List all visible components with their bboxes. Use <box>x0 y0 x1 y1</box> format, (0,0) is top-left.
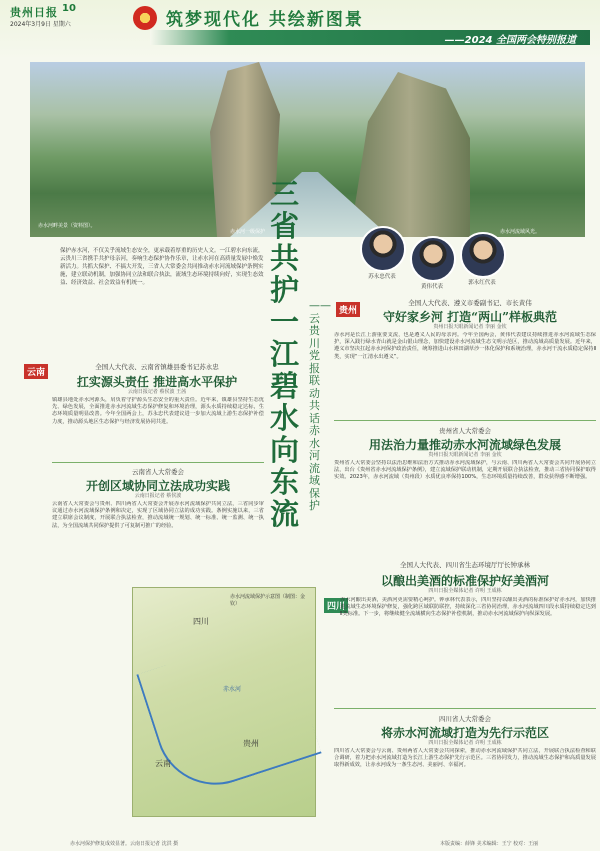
portrait-huang <box>410 236 456 282</box>
region-tag-yunnan: 云南 <box>24 364 48 379</box>
page-slogan: 筑梦现代化 共绘新图景 <box>166 10 364 30</box>
yunnan-sub-body: 云南省人大常委会与贵州、四川两省人大常委会开展赤水河流域保护共同立法，三省同步审议通过赤水河流域保护条例和决定，实现了区域协同立法的成功实践。条例实施以来，三省建立联席会议制度，开展联合执法检查，推动流域统一规划、统一标准、统一监测、统一执法，为全国流域共同保护提供了可复制可推广的经验。 <box>52 501 264 529</box>
newspaper-logo: 贵州日报 <box>10 6 58 19</box>
portrait-name: 黄伟代表 <box>420 284 443 290</box>
divider <box>334 708 596 709</box>
region-tag-guizhou: 贵州 <box>336 302 360 317</box>
sichuan-kicker: 全国人大代表、四川省生态环境厅厅长钟承林 <box>400 561 530 569</box>
guizhou-byline: 贵州日报天眼新闻记者 李丽 金钦 <box>433 324 507 330</box>
portrait-guo <box>460 232 506 278</box>
headline-subtitle: ——云贵川党报联动共话赤水河流域保护 <box>309 299 331 512</box>
yunnan-sub-headline: 开创区域协同立法成功实践 <box>85 479 230 493</box>
divider <box>52 462 264 463</box>
guizhou-kicker: 全国人大代表、遵义市委副书记、市长黄伟 <box>408 299 532 307</box>
intro-paragraph: 保护赤水河，不仅关乎流域生态安全，更承载着厚重的历史人文。一江碧水向东流，云贵川三省携手共护母亲河，奏响生态保护协作乐章，让赤水河在高质量发展中焕发新活力。共抓大保护、不搞大开发，三省人大常委会共同推动赤水河流域保护条例实施，建立联动机制，加强协同立法和联合执法，流域生态环境持续向好，实现生态效益、经济效益、社会效益有机统一。 <box>60 248 264 286</box>
cliff-shape <box>350 72 470 237</box>
guizhou-sub-byline: 贵州日报天眼新闻记者 李丽 金钦 <box>428 452 502 458</box>
yunnan-sub-title: 云南省人大常委会 <box>132 468 184 476</box>
photo-caption-mid: 赤水河一级保护 <box>230 229 266 235</box>
yunnan-sub-byline: 云南日报记者 蔡侯波 <box>134 493 182 499</box>
map-label: 赤水河 <box>223 686 242 693</box>
sichuan-sub-byline: 四川日报全媒体记者 许明 王成栋 <box>428 740 502 746</box>
sichuan-sub-headline: 将赤水河流域打造为先行示范区 <box>380 726 549 740</box>
guizhou-sub-body: 贵州省人大常委会坚持以法治思维和法治方式推动赤水河流域保护，与云南、四川两省人大常委会共同开展协同立法，出台《贵州省赤水河流域保护条例》，建立流域保护联动机制，定期开展联合执法检查，推动三省协同保护取得实效。2023年，赤水河流域（贵州段）水质优良率保持100%，生态环境质量持续改善，群众获得感不断增强。 <box>334 460 596 481</box>
map-label: 云南 <box>155 759 171 768</box>
region-tag-sichuan: 四川 <box>324 598 348 613</box>
sichuan-body: 赤水河酿出美酒，美酒河更需要精心呵护。钟承林代表表示，四川坚持以酿出美酒的标准保护好赤水河，加快推进流域生态环境保护修复，强化跨区域联防联控，持续深化三省协同治理，赤水河流域四川段水质持续稳定达到Ⅱ类标准。下一步，将继续健全流域横向生态保护补偿机制，推动赤水河流域保护向纵深发展。 <box>340 597 596 618</box>
yunnan-body: 镇雄县地处赤水河源头，肩负着守护源头生态安全的重大责任。近年来，镇雄县坚持生态优先、绿色发展，全面推进赤水河流域生态保护修复和环境治理，源头水质持续稳定达标，生态环境质量明显改善。今年全国两会上，苏永忠代表建议进一步加大流域上游生态保护补偿力度，推动源头地区生态保护与经济发展协同共进。 <box>52 397 264 425</box>
headline: 三省共护一江碧水向东流 <box>270 177 300 531</box>
dateline: 2024年3月9日 星期六 <box>10 21 71 28</box>
footer-caption: 赤水河保护修复成效显著。云南日报记者 沈洪 摄 <box>70 841 179 847</box>
page-number: 10 <box>62 3 76 14</box>
river-basin-map <box>132 587 316 817</box>
special-report-banner <box>150 30 590 45</box>
page-footer <box>0 838 600 851</box>
map-river-line <box>136 628 321 801</box>
guizhou-body: 赤水河是长江上游重要支流，也是遵义人民的母亲河。今年全国两会，黄伟代表建议持续推进赤水河流域生态保护，深入践行绿水青山就是金山银山理念，加快建设赤水河流域生态文明示范区，推动流域高质量发展。近年来，遵义市坚决扛起赤水河保护政治责任，统筹推进山水林田湖草沙一体化保护和系统治理，赤水河干流水质稳定保持Ⅱ类，实现“一江清水出遵义”。 <box>334 332 596 360</box>
guizhou-sub-title: 贵州省人大常委会 <box>439 427 491 435</box>
map-label: 贵州 <box>243 739 259 748</box>
photo-caption-right: 赤水河流域风光。 <box>500 229 541 235</box>
photo-caption-left: 赤水河畔美景（资料图）。 <box>38 223 96 229</box>
guizhou-sub-headline: 用法治力量推动赤水河流域绿色发展 <box>368 438 561 452</box>
sichuan-sub-title: 四川省人大常委会 <box>439 715 491 723</box>
yunnan-title: 扛实源头责任 推进高水平保护 <box>76 375 238 389</box>
map-label: 四川 <box>193 617 209 626</box>
landscape-photo <box>30 62 585 237</box>
sichuan-sub-body: 四川省人大常委会与云南、贵州两省人大常委会共同探索，推动赤水河流域保护共同立法，开展联合执法检查和联合调研，着力把赤水河流域打造为长江上游生态保护先行示范区。三省协同发力，推动流域生态保护和高质量发展取得新成效，让赤水河成为一条生态河、美丽河、幸福河。 <box>334 748 596 769</box>
footer-editors: 本版责编：薛锋 美术编辑：王宁 校对：王丽 <box>440 841 539 847</box>
emblem-icon <box>133 6 157 30</box>
banner-text: ——2024 全国两会特别报道 <box>444 35 576 46</box>
guizhou-title: 守好家乡河 打造“两山”样板典范 <box>383 310 557 324</box>
divider <box>334 420 596 421</box>
portrait-name: 郭永红代表 <box>468 280 496 286</box>
sichuan-title: 以酿出美酒的标准保护好美酒河 <box>380 574 549 588</box>
sichuan-byline: 四川日报全媒体记者 许明 王成栋 <box>428 588 502 594</box>
portrait-su <box>360 226 406 272</box>
portrait-name: 苏永忠代表 <box>368 274 396 280</box>
yunnan-byline: 云南日报记者 蔡侯波 王茜 <box>127 389 187 395</box>
yunnan-kicker: 全国人大代表、云南省镇雄县委书记苏永忠 <box>95 363 219 371</box>
map-caption: 赤水河流域保护示意图（制图：金钦） <box>230 594 306 607</box>
